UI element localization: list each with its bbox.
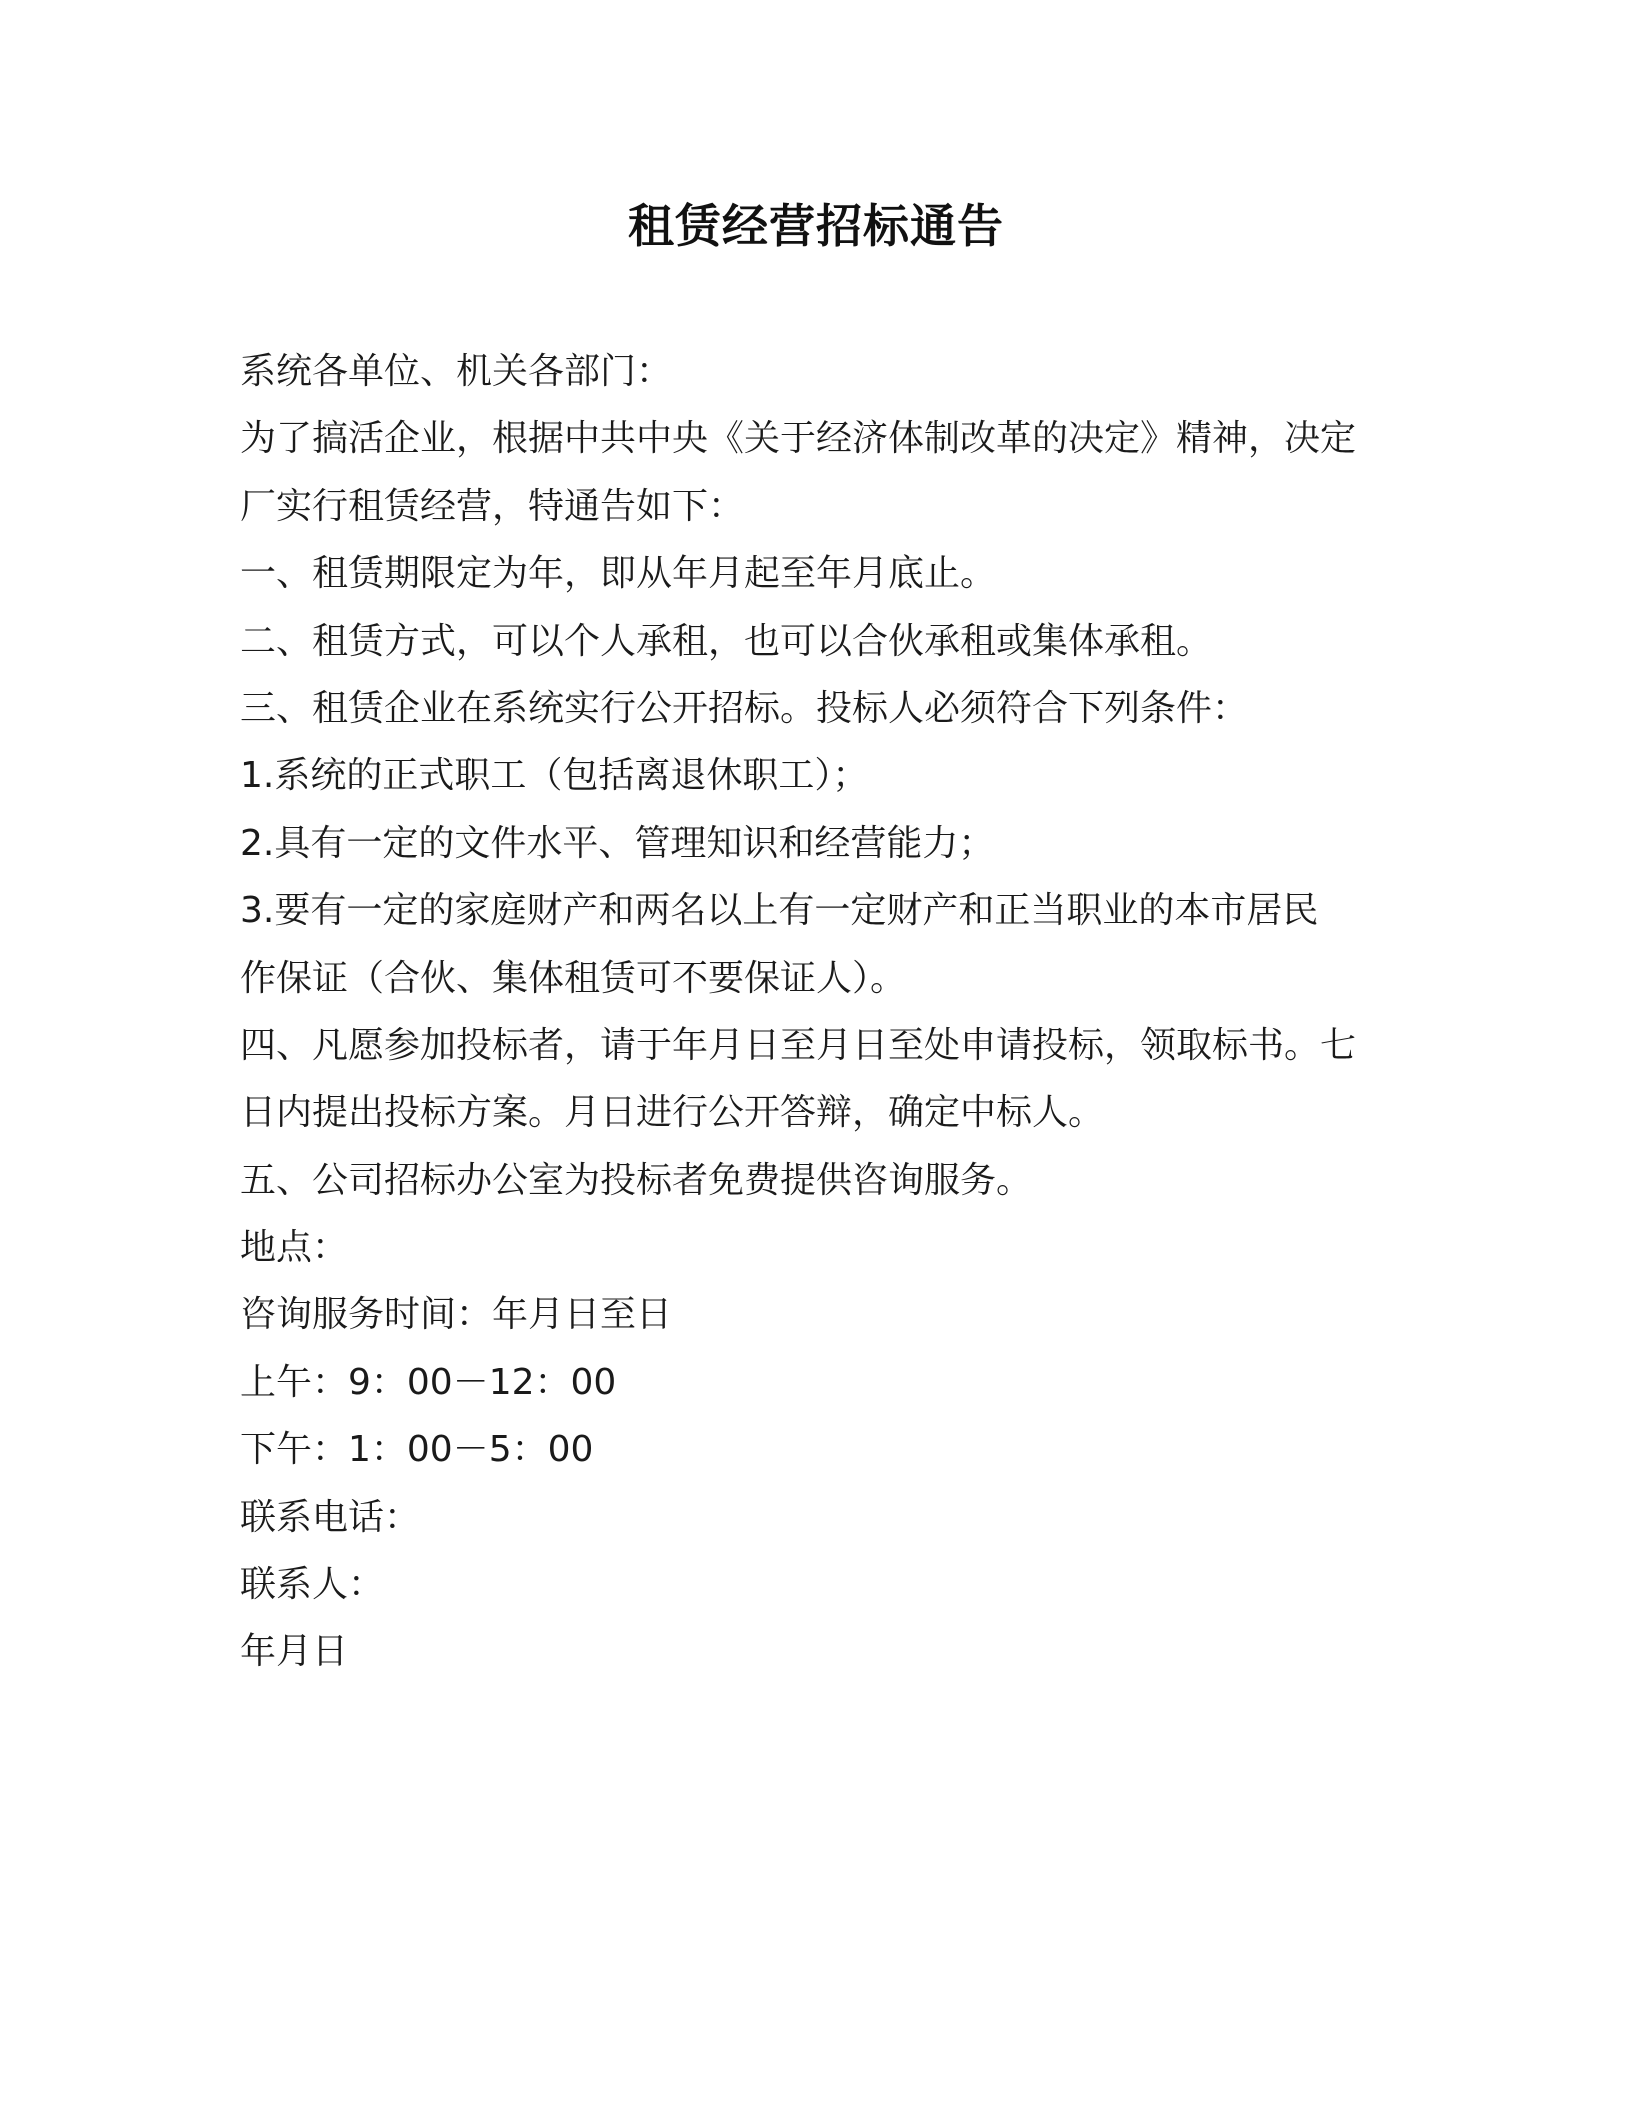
clause-2: 二、租赁方式，可以个人承租，也可以合伙承租或集体承租。 bbox=[240, 620, 1213, 662]
condition-2: 2.具有一定的文件水平、管理知识和经营能力； bbox=[240, 822, 995, 864]
document-body bbox=[240, 338, 1400, 1686]
clause-4-line-2: 日内提出投标方案。月日进行公开答辩，确定中标人。 bbox=[240, 1092, 1105, 1134]
contact-person-line: 联系人： bbox=[240, 1564, 385, 1606]
service-time-line: 咨询服务时间：年月日至日 bbox=[240, 1294, 673, 1336]
date-line: 年月日 bbox=[240, 1631, 349, 1673]
intro-line-1: 为了搞活企业，根据中共中央《关于经济体制改革的决定》精神，决定 bbox=[240, 418, 1357, 460]
location-line: 地点： bbox=[240, 1227, 349, 1269]
salutation-line: 系统各单位、机关各部门： bbox=[240, 351, 673, 392]
clause-1: 一、租赁期限定为年，即从年月起至年月底止。 bbox=[240, 553, 997, 595]
clause-3: 三、租赁企业在系统实行公开招标。投标人必须符合下列条件： bbox=[240, 687, 1249, 729]
clause-5: 五、公司招标办公室为投标者免费提供咨询服务。 bbox=[240, 1159, 1033, 1201]
clause-4-line-1: 四、凡愿参加投标者，请于年月日至月日至处申请投标，领取标书。七 bbox=[240, 1024, 1357, 1066]
phone-line: 联系电话： bbox=[240, 1496, 421, 1538]
document-title: 租赁经营招标通告 bbox=[628, 199, 1004, 253]
condition-1: 1.系统的正式职工（包括离退休职工）； bbox=[240, 755, 869, 797]
morning-hours-line: 上午：9：00－12：00 bbox=[240, 1361, 617, 1403]
condition-3-line-1: 3.要有一定的家庭财产和两名以上有一定财产和正当职业的本市居民 bbox=[240, 890, 1319, 932]
afternoon-hours-line: 下午：1：00－5：00 bbox=[240, 1429, 594, 1471]
intro-line-2: 厂实行租赁经营，特通告如下： bbox=[240, 485, 745, 527]
condition-3-line-2: 作保证（合伙、集体租赁可不要保证人）。 bbox=[240, 957, 907, 999]
